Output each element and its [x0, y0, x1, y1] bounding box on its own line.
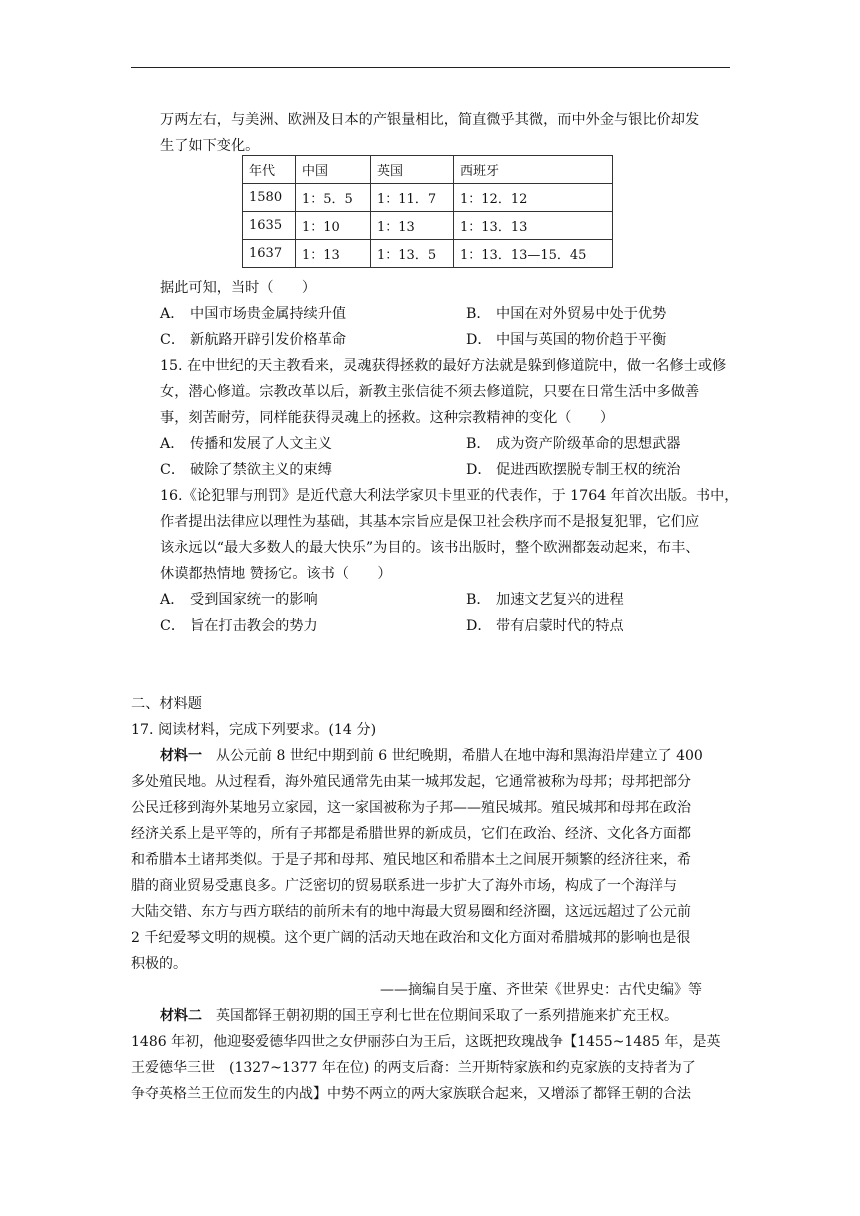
material1-label: 材料一 — [160, 748, 202, 764]
table-cell: 1：13 — [296, 240, 371, 268]
q16-line-2: 作者提出法律应以理性为基础，其基本宗旨应是保卫社会秩序而不是报复犯罪，它们应 — [160, 514, 700, 530]
material1-line-6: 腊的商业贸易受惠良多。广泛密切的贸易联系进一步扩大了海外市场，构成了一个海洋与 — [131, 878, 677, 894]
table-cell: 1：10 — [296, 212, 371, 240]
material2-label: 材料二 — [160, 1008, 202, 1024]
table-cell: 1：12．12 — [454, 184, 613, 212]
material2-line-2: 1486 年初，他迎娶爱德华四世之女伊丽莎白为王后，这既把玫瑰战争【1455~1485 年，是英 — [131, 1034, 721, 1050]
option-letter: A． — [160, 436, 185, 452]
table-header-cell: 年代 — [243, 156, 296, 184]
q14-option-b[interactable] — [466, 304, 666, 324]
option-text: 中国市场贵金属持续升值 — [190, 306, 347, 322]
q14-stem: 据此可知，当时（ ） — [160, 280, 317, 296]
q14-option-d[interactable] — [466, 330, 666, 350]
q15-option-d[interactable] — [466, 460, 680, 480]
q16-option-b[interactable] — [466, 590, 624, 610]
table-cell: 1：13．13—15．45 — [454, 240, 613, 268]
table-cell: 1：13．13 — [454, 212, 613, 240]
table-cell: 1：11．7 — [371, 184, 454, 212]
table-cell: 1637 — [243, 240, 296, 268]
material1-line-4: 经济关系上是平等的，所有子邦都是希腊世界的新成员，它们在政治、经济、文化各方面都 — [131, 826, 691, 842]
option-text: 中国在对外贸易中处于优势 — [496, 306, 667, 322]
option-letter: D． — [466, 332, 492, 348]
section-title: 二、材料题 — [131, 696, 202, 712]
q16-line-1: 16.《论犯罪与刑罚》是近代意大利法学家贝卡里亚的代表作，于 1764 年首次出版。书中， — [160, 488, 739, 504]
header-rule — [131, 67, 730, 68]
table-row — [243, 184, 613, 212]
q15-line-2: 女，潜心修道。宗教改革以后，新教主张信徒不须去修道院，只要在日常生活中多做善 — [160, 384, 700, 400]
option-letter: B． — [466, 436, 491, 452]
option-text: 成为资产阶级革命的思想武器 — [496, 436, 681, 452]
q15-option-b[interactable] — [466, 434, 680, 454]
q14-option-c[interactable] — [160, 330, 346, 350]
option-text: 中国与英国的物价趋于平衡 — [496, 332, 667, 348]
table-cell: 1：13．5 — [371, 240, 454, 268]
q15-line-3: 事，刻苦耐劳，同样能获得灵魂上的拯救。这种宗教精神的变化（ ） — [160, 410, 615, 426]
option-text: 旨在打击教会的势力 — [190, 618, 318, 634]
option-letter: C． — [160, 618, 186, 634]
material1-text: 从公元前 8 世纪中期到前 6 世纪晚期，希腊人在地中海和黑海沿岸建立了 400 — [216, 748, 703, 764]
q17-stem: 17. 阅读材料，完成下列要求。(14 分) — [131, 722, 377, 738]
option-letter: D． — [466, 462, 492, 478]
table-cell: 1：5．5 — [296, 184, 371, 212]
q15-line-1: 15. 在中世纪的天主教看来，灵魂获得拯救的最好方法就是躲到修道院中，做一名修士或修 — [160, 358, 727, 374]
q16-option-d[interactable] — [466, 616, 624, 636]
material1-line-3: 公民迁移到海外某地另立家园，这一家国被称为子邦——殖民城邦。殖民城邦和母邦在政治 — [131, 800, 691, 816]
table-cell: 1635 — [243, 212, 296, 240]
q15-option-a[interactable] — [160, 434, 332, 454]
material1-line-5: 和希腊本土诸邦类似。于是子邦和母邦、殖民地区和希腊本土之间展开频繁的经济往来，希 — [131, 852, 691, 868]
q16-line-3: 该永远以“最大多数人的最大快乐”为目的。该书出版时，整个欧洲都轰动起来，布丰、 — [160, 540, 700, 556]
q15-option-c[interactable] — [160, 460, 332, 480]
table-header-cell: 中国 — [296, 156, 371, 184]
table-header-cell: 西班牙 — [454, 156, 613, 184]
material2-line-1 — [160, 1006, 678, 1026]
option-text: 新航路开辟引发价格革命 — [190, 332, 347, 348]
q16-option-c[interactable] — [160, 616, 318, 636]
option-letter: B． — [466, 306, 491, 322]
intro-line-2: 生了如下变化。 — [160, 138, 260, 154]
table-cell: 1：13 — [371, 212, 454, 240]
q16-line-4: 休谟都热情地 赞扬它。该书（ ） — [160, 566, 392, 582]
table-header-cell: 英国 — [371, 156, 454, 184]
table-row — [243, 212, 613, 240]
option-text: 传播和发展了人文主义 — [190, 436, 332, 452]
option-text: 加速文艺复兴的进程 — [496, 592, 624, 608]
material1-line-9: 积极的。 — [131, 956, 187, 972]
option-letter: C． — [160, 332, 186, 348]
material1-line-2: 多处殖民地。从过程看，海外殖民通常先由某一城邦发起，它通常被称为母邦；母邦把部分 — [131, 774, 691, 790]
q16-option-a[interactable] — [160, 590, 318, 610]
option-letter: A． — [160, 592, 185, 608]
option-letter: A． — [160, 306, 185, 322]
option-text: 破除了禁欲主义的束缚 — [190, 462, 332, 478]
option-text: 带有启蒙时代的特点 — [496, 618, 624, 634]
gold-silver-ratio-table — [242, 155, 613, 268]
intro-line-1: 万两左右，与美洲、欧洲及日本的产银量相比，简直微乎其微，而中外金与银比价却发 — [160, 112, 700, 128]
option-text: 促进西欧摆脱专制王权的统治 — [496, 462, 681, 478]
material2-text: 英国都铎王朝初期的国王亨利七世在位期间采取了一系列措施来扩充王权。 — [216, 1008, 678, 1024]
material1-line-8: 2 千纪爱琴文明的规模。这个更广阔的活动天地在政治和文化方面对希腊城邦的影响也是很 — [131, 930, 691, 946]
material2-line-4: 争夺英格兰王位而发生的内战】中势不两立的两大家族联合起来，又增添了都铎王朝的合法 — [131, 1086, 691, 1102]
material1-line-7: 大陆交错、东方与西方联结的前所未有的地中海最大贸易圈和经济圈，这远远超过了公元前 — [131, 904, 691, 920]
material2-line-3: 王爱德华三世 (1327~1377 年在位) 的两支后裔：兰开斯特家族和约克家族的支持者为了 — [131, 1060, 696, 1076]
material1-source: ——摘编自吴于廑、齐世荣《世界史：古代史编》等 — [380, 982, 702, 998]
option-letter: B． — [466, 592, 491, 608]
material1-line-1 — [160, 746, 703, 766]
option-letter: D． — [466, 618, 492, 634]
option-text: 受到国家统一的影响 — [190, 592, 318, 608]
table-header-row — [243, 156, 613, 184]
q14-option-a[interactable] — [160, 304, 346, 324]
table-row — [243, 240, 613, 268]
table-cell: 1580 — [243, 184, 296, 212]
option-letter: C． — [160, 462, 186, 478]
